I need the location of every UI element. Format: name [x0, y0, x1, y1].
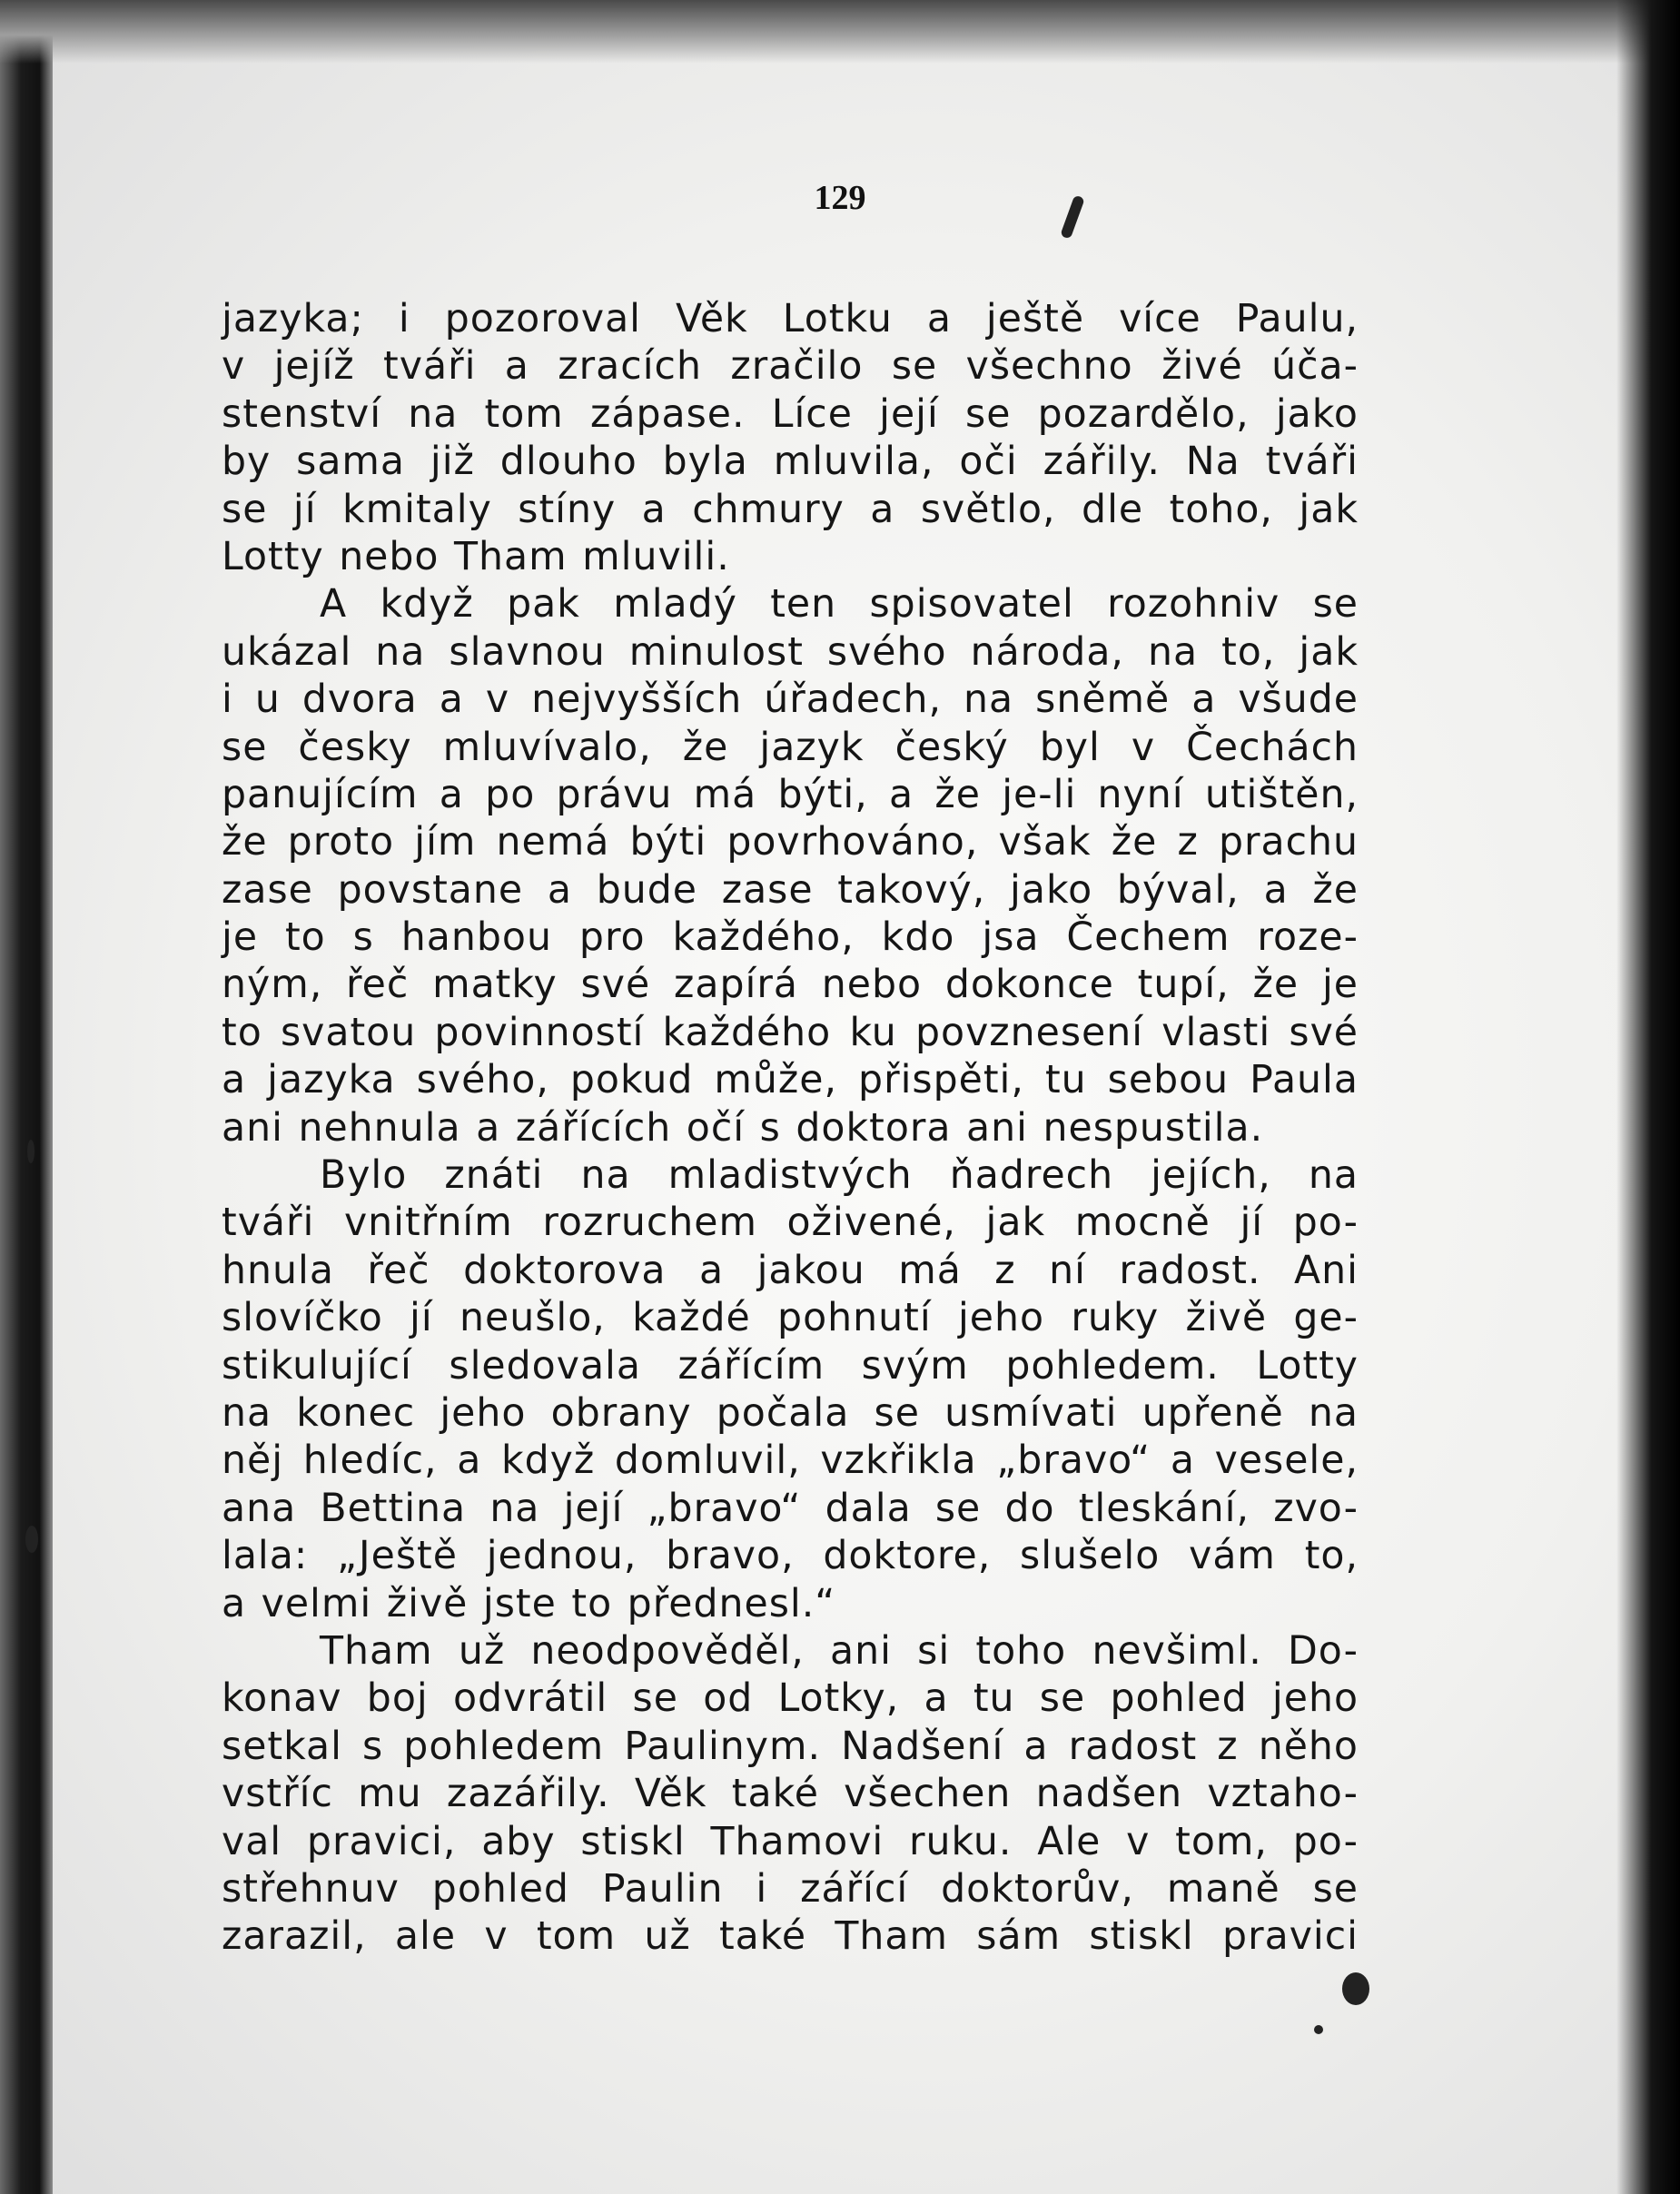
- ink-speck: [27, 1140, 35, 1163]
- text-line: že proto jím nemá býti povrhováno, však že z prachu: [222, 819, 1359, 865]
- text-line: něj hledíc, a když domluvil, vzkřikla „bravo“ a vesele,: [222, 1438, 1359, 1484]
- text-line: by sama již dlouho byla mluvila, oči zářily. Na tváři: [222, 439, 1359, 485]
- text-line: slovíčko jí neušlo, každé pohnutí jeho ruky živě ge-: [222, 1295, 1359, 1341]
- text-line: i u dvora a v nejvyšších úřadech, na sněmě a všude: [222, 677, 1359, 723]
- text-line: ným, řeč matky své zapírá nebo dokonce tupí, že je: [222, 962, 1359, 1008]
- text-line: se jí kmitaly stíny a chmury a světlo, dle toho, jak: [222, 486, 1359, 532]
- page-right-edge-shadow: [1616, 0, 1680, 2194]
- text-line: tváři vnitřním rozruchem oživené, jak mocně jí po-: [222, 1200, 1359, 1246]
- text-line: na konec jeho obrany počala se usmívati upřeně na: [222, 1389, 1359, 1436]
- text-line: konav boj odvrátil se od Lotky, a tu se pohled jeho: [222, 1675, 1359, 1722]
- ink-speck: [1342, 1972, 1369, 2005]
- text-line: panujícím a po právu má býti, a že je-li nyní utištěn,: [222, 771, 1359, 817]
- paragraph-start-line: Bylo znáti na mladistvých ňadrech jejích, na: [320, 1152, 1359, 1199]
- text-line: a velmi živě jste to přednesl.“: [222, 1580, 836, 1626]
- ink-speck: [1314, 2025, 1323, 2034]
- text-line: ana Bettina na její „bravo“ dala se do tleskání, zvo-: [222, 1485, 1359, 1531]
- ink-speck: [25, 1526, 38, 1553]
- text-line: val pravici, aby stiskl Thamovi ruku. Ale v tom, po-: [222, 1818, 1359, 1864]
- text-line: stenství na tom zápase. Líce její se pozardělo, jako: [222, 390, 1359, 437]
- text-line: vstříc mu zazářily. Věk také všechen nadšen vztaho-: [222, 1771, 1359, 1817]
- text-line: zase povstane a bude zase takový, jako býval, a že: [222, 866, 1359, 913]
- page-number: 129: [814, 179, 866, 217]
- text-line: setkal s pohledem Paulinym. Nadšení a radost z něho: [222, 1723, 1359, 1769]
- page-left-binding-shadow: [0, 0, 53, 2194]
- paragraph-start-line: Tham už neodpověděl, ani si toho nevšiml. Do-: [320, 1627, 1359, 1674]
- text-line: lala: „Ještě jednou, bravo, doktore, slušelo vám to,: [222, 1533, 1359, 1579]
- text-line: v jejíž tváři a zracích zračilo se všechno živé úča-: [222, 343, 1359, 390]
- text-line: ukázal na slavnou minulost svého národa, na to, jak: [222, 628, 1359, 675]
- text-line: střehnuv pohled Paulin i zářící doktorův, maně se: [222, 1865, 1359, 1912]
- text-line: zarazil, ale v tom už také Tham sám stiskl pravici: [222, 1913, 1359, 1960]
- text-line: Lotty nebo Tham mluvili.: [222, 533, 730, 579]
- text-line: je to s hanbou pro každého, kdo jsa Čechem roze-: [222, 914, 1359, 961]
- page-top-shadow: [0, 0, 1680, 64]
- text-line: stikulující sledovala zářícím svým pohledem. Lotty: [222, 1342, 1359, 1389]
- text-line: hnula řeč doktorova a jakou má z ní radost. Ani: [222, 1247, 1359, 1293]
- text-line: to svatou povinností každého ku povznesení vlasti své: [222, 1009, 1359, 1055]
- text-line: ani nehnula a zářících očí s doktora ani nespustila.: [222, 1104, 1264, 1151]
- text-line: a jazyka svého, pokud může, přispěti, tu sebou Paula: [222, 1057, 1359, 1103]
- body-text: [222, 295, 1359, 1961]
- text-line: se česky mluvívalo, že jazyk český byl v Čechách: [222, 724, 1359, 770]
- paragraph-start-line: A když pak mladý ten spisovatel rozohniv se: [320, 581, 1359, 628]
- text-line: jazyka; i pozoroval Věk Lotku a ještě více Paulu,: [222, 296, 1359, 341]
